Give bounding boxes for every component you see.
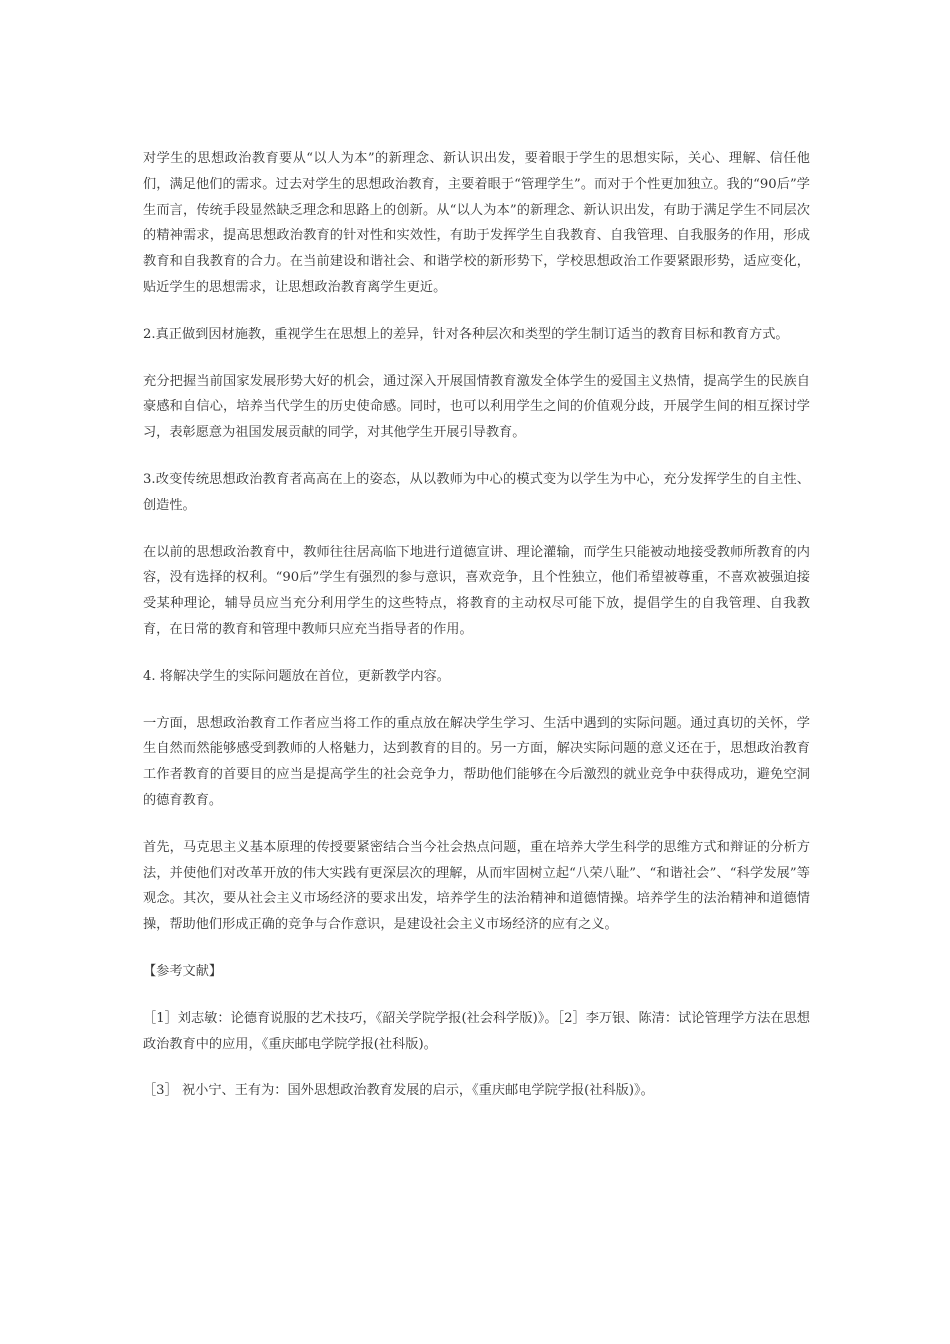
section-heading-4: 4. 将解决学生的实际问题放在首位，更新教学内容。	[143, 668, 450, 684]
paragraph-national-education: 充分把握当前国家发展形势大好的机会，通过深入开展国情教育激发全体学生的爱国主义热情，提高学生的民族自豪感和自信心，培养当代学生的历史使命感。同时，也可以利用学生之间的价值观分歧，开展学生间的相互探讨学习，表彰愿意为祖国发展贡献的同学，对其他学生开展引导教育。	[143, 373, 810, 441]
paragraph-student-centered: 在以前的思想政治教育中，教师往往居高临下地进行道德宣讲、理论灌输，而学生只能被动地接受教师所教育的内容，没有选择的权利。“90后”学生有强烈的参与意识，喜欢竞争，且个性独立，他们希望被尊重，不喜欢被强迫接受某种理论，辅导员应当充分利用学生的这些特点，将教育的主动权尽可能下放，提倡学生的自我管理、自我教育，在日常的教育和管理中教师只应充当指导者的作用。	[143, 544, 810, 637]
section-heading-3: 3.改变传统思想政治教育者高高在上的姿态，从以教师为中心的模式变为以学生为中心，充分发挥学生的自主性、创造性。	[143, 471, 810, 513]
paragraph-marxism-teaching: 首先，马克思主义基本原理的传授要紧密结合当今社会热点问题，重在培养大学生科学的思维方式和辩证的分析方法，并使他们对改革开放的伟大实践有更深层次的理解，从而牢固树立起“八荣八耻”、“和谐社会”、“科学发展”等观念。其次，要从社会主义市场经济的要求出发，培养学生的法治精神和道德情操。培养学生的法治精神和道德情操，帮助他们形成正确的竞争与合作意识，是建设社会主义市场经济的应有之义。	[143, 839, 810, 933]
reference-item-3: ［3］ 祝小宁、王有为：国外思想政治教育发展的启示，《重庆邮电学院学报(社科版)》。	[143, 1083, 654, 1099]
section-heading-2: 2.真正做到因材施教，重视学生在思想上的差异，针对各种层次和类型的学生制订适当的教育目标和教育方式。	[143, 326, 789, 342]
document-body	[143, 146, 810, 1125]
references-title: 【参考文献】	[143, 963, 223, 979]
paragraph-people-oriented: 对学生的思想政治教育要从“以人为本”的新理念、新认识出发，要着眼于学生的思想实际，关心、理解、信任他们，满足他们的需求。过去对学生的思想政治教育，主要着眼于“管理学生”。而对于个性更加独立。我的“90后”学生而言，传统手段显然缺乏理念和思路上的创新。从“以人为本”的新理念、新认识出发，有助于满足学生不同层次的精神需求，提高思想政治教育的针对性和实效性，有助于发挥学生自我教育、自我管理、自我服务的作用，形成教育和自我教育的合力。在当前建设和谐社会、和谐学校的新形势下，学校思想政治工作要紧跟形势，适应变化，贴近学生的思想需求，让思想政治教育离学生更近。	[143, 151, 810, 295]
paragraph-practical-problems: 一方面，思想政治教育工作者应当将工作的重点放在解决学生学习、生活中遇到的实际问题。通过真切的关怀，学生自然而然能够感受到教师的人格魅力，达到教育的目的。另一方面，解决实际问题的意义还在于，思想政治教育工作者教育的首要目的应当是提高学生的社会竞争力，帮助他们能够在今后激烈的就业竞争中获得成功，避免空洞的德育教育。	[143, 715, 810, 808]
reference-item-1-2: ［1］刘志敏：论德育说服的艺术技巧，《韶关学院学报(社会科学版)》。［2］李万银、陈清：试论管理学方法在思想政治教育中的应用，《重庆邮电学院学报(社科版)。	[143, 1010, 810, 1052]
